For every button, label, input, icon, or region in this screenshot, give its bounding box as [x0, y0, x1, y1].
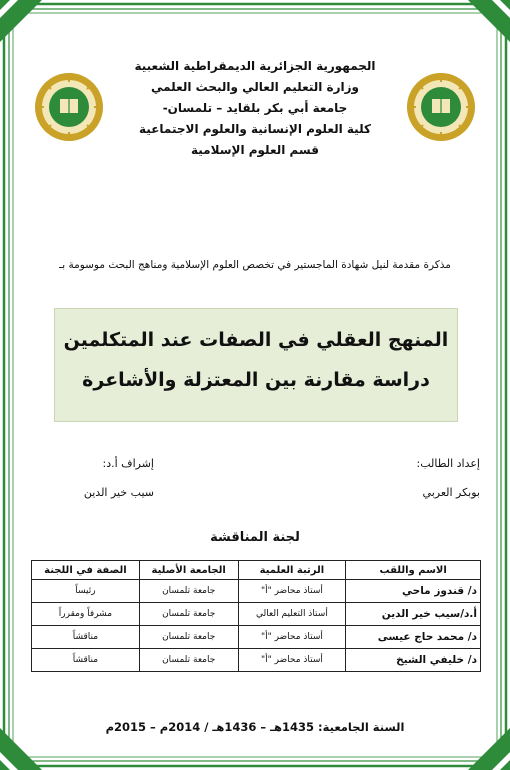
header-rank: الرتبة العلمية: [238, 561, 346, 580]
supervisor-label: إشراف أ.د:: [102, 457, 154, 470]
member-name: د/ خليفي الشيخ: [346, 649, 481, 672]
member-name: د/ قندوز ماحي: [346, 580, 481, 603]
member-rank: أستاذ التعليم العالي: [238, 603, 346, 626]
thesis-title-box: [54, 308, 458, 422]
member-role: رئيساً: [32, 580, 140, 603]
member-university: جامعة تلمسان: [139, 649, 238, 672]
header-line-ministry: وزارة التعليم العالي والبحث العلمي: [150, 80, 360, 94]
member-role: مشرفاً ومقرراً: [32, 603, 140, 626]
student-name: بوبكر العربي: [422, 486, 480, 499]
supervisor-name: سيب خير الدين: [83, 486, 154, 499]
member-university: جامعة تلمسان: [139, 626, 238, 649]
committee-table: [31, 560, 481, 672]
committee-title: لجنة المناقشة: [210, 530, 300, 545]
member-rank: أستاذ محاضر "أ": [238, 626, 346, 649]
header-line-department: قسم العلوم الإسلامية: [190, 143, 319, 157]
thesis-intro: مذكرة مقدمة لنيل شهادة الماجستير في تخصص العلوم الإسلامية ومناهج البحث موسومة بـ: [59, 259, 451, 271]
header-line-republic: الجمهورية الجزائرية الديمقراطية الشعبية: [134, 59, 376, 73]
table-row: [32, 626, 481, 649]
header-university: الجامعة الأصلية: [139, 561, 238, 580]
academic-year: السنة الجامعية: 1435هـ – 1436هـ / 2014م – 2015م: [105, 720, 405, 734]
header-role: الصفة في اللجنة: [32, 561, 140, 580]
institution-header: [0, 56, 510, 161]
student-label: إعداد الطالب:: [416, 457, 480, 470]
member-university: جامعة تلمسان: [139, 580, 238, 603]
header-name: الاسم واللقب: [346, 561, 481, 580]
header-line-faculty: كلية العلوم الإنسانية والعلوم الاجتماعية: [139, 122, 371, 136]
member-role: مناقشاً: [32, 649, 140, 672]
member-name: أ.د/سيب خير الدين: [346, 603, 481, 626]
member-rank: أستاذ محاضر "أ": [238, 649, 346, 672]
member-name: د/ محمد حاج عيسى: [346, 626, 481, 649]
member-role: مناقشاً: [32, 626, 140, 649]
thesis-title-line1: المنهج العقلي في الصفات عند المتكلمين: [63, 329, 449, 351]
thesis-title-line2: دراسة مقارنة بين المعتزلة والأشاعرة: [82, 369, 430, 391]
member-university: جامعة تلمسان: [139, 603, 238, 626]
table-row: [32, 580, 481, 603]
header-line-university: جامعة أبي بكر بلقايد – تلمسان-: [162, 101, 348, 115]
committee-header-row: [32, 561, 481, 580]
member-rank: أستاذ محاضر "أ": [238, 580, 346, 603]
table-row: [32, 649, 481, 672]
table-row: [32, 603, 481, 626]
